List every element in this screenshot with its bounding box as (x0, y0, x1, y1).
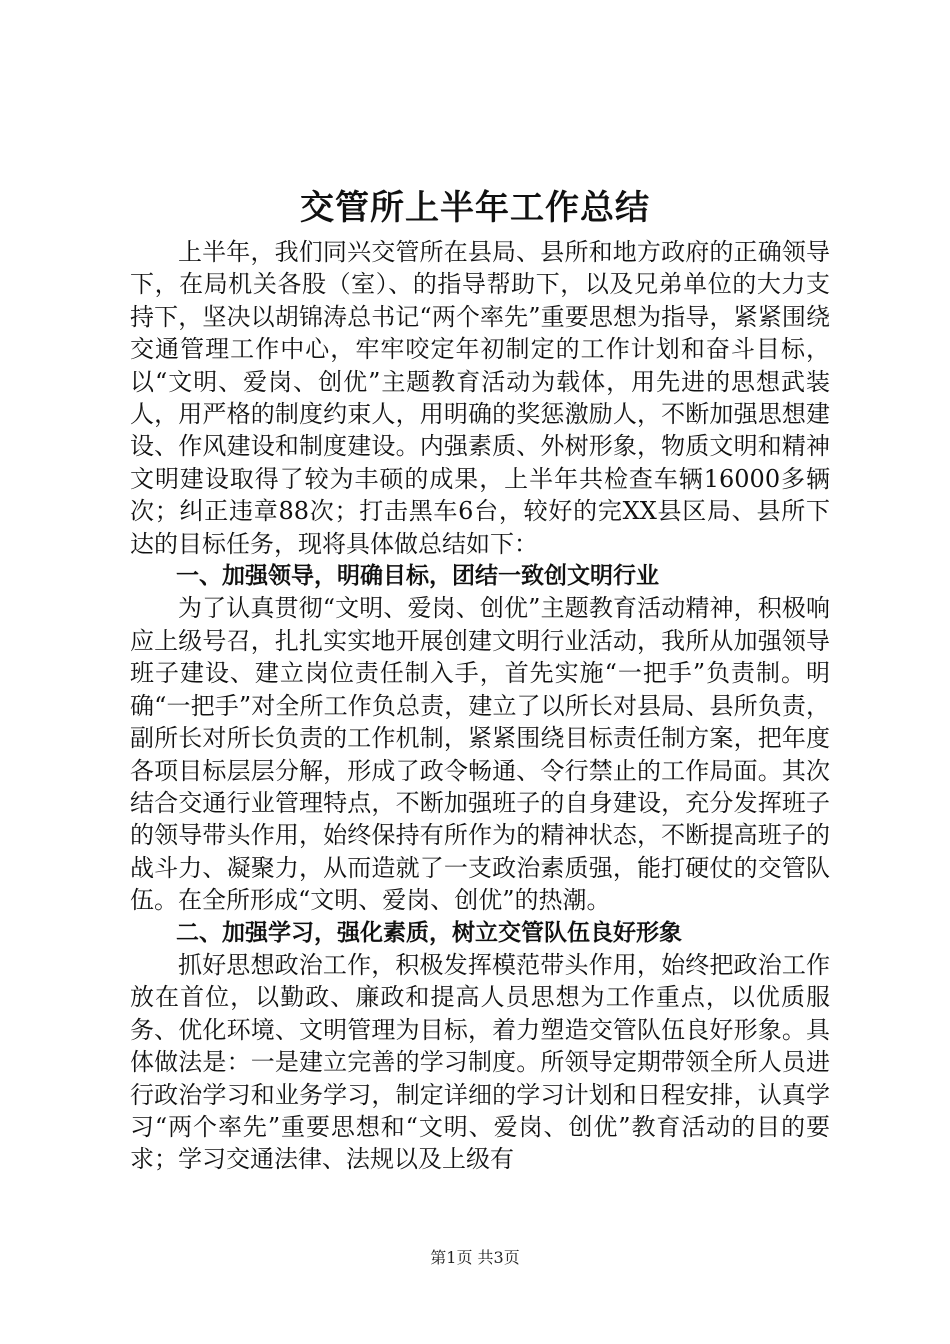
document-title: 交管所上半年工作总结 (300, 188, 650, 228)
document-body (130, 236, 830, 1176)
paragraph-section-1: 为了认真贯彻“文明、爱岗、创优”主题教育活动精神，积极响应上级号召，扎扎实实地开展创建文明行业活动，我所从加强领导班子建设、建立岗位责任制入手，首先实施“一把手”负责制。明确“一把手”对全所工作负总责，建立了以所长对县局、县所负责，副所长对所长负责的工作机制，紧紧围绕目标责任制方案，把年度各项目标层层分解，形成了政令畅通、令行禁止的工作局面。其次结合交通行业管理特点，不断加强班子的自身建设，充分发挥班子的领导带头作用，始终保持有所作为的精神状态，不断提高班子的战斗力、凝聚力，从而造就了一支政治素质强，能打硬仗的交管队伍。在全所形成“文明、爱岗、创优”的热潮。 (130, 594, 830, 915)
section-heading-1: 一、加强领导，明确目标，团结一致创文明行业 (176, 563, 659, 590)
page-number-footer: 第1页 共3页 (430, 1248, 520, 1267)
paragraph-intro: 上半年，我们同兴交管所在县局、县所和地方政府的正确领导下，在局机关各股（室）、的指导帮助下，以及兄弟单位的大力支持下，坚决以胡锦涛总书记“两个率先”重要思想为指导，紧紧围绕交通管理工作中心，牢牢咬定年初制定的工作计划和奋斗目标，以“文明、爱岗、创优”主题教育活动为载体，用先进的思想武装人，用严格的制度约束人，用明确的奖惩激励人，不断加强思想建设、作风建设和制度建设。内强素质、外树形象，物质文明和精神文明建设取得了较为丰硕的成果，上半年共检查车辆16000多辆次；纠正违章88次；打击黑车6台，较好的完XX县区局、县所下达的目标任务，现将具体做总结如下： (130, 238, 830, 558)
paragraph-section-2: 抓好思想政治工作，积极发挥模范带头作用，始终把政治工作放在首位，以勤政、廉政和提高人员思想为工作重点，以优质服务、优化环境、文明管理为目标，着力塑造交管队伍良好形象。具体做法是：一是建立完善的学习制度。所领导定期带领全所人员进行政治学习和业务学习，制定详细的学习计划和日程安排，认真学习“两个率先”重要思想和“文明、爱岗、创优”教育活动的目的要求；学习交通法律、法规以及上级有 (130, 950, 830, 1174)
section-heading-2: 二、加强学习，强化素质，树立交管队伍良好形象 (176, 919, 682, 946)
